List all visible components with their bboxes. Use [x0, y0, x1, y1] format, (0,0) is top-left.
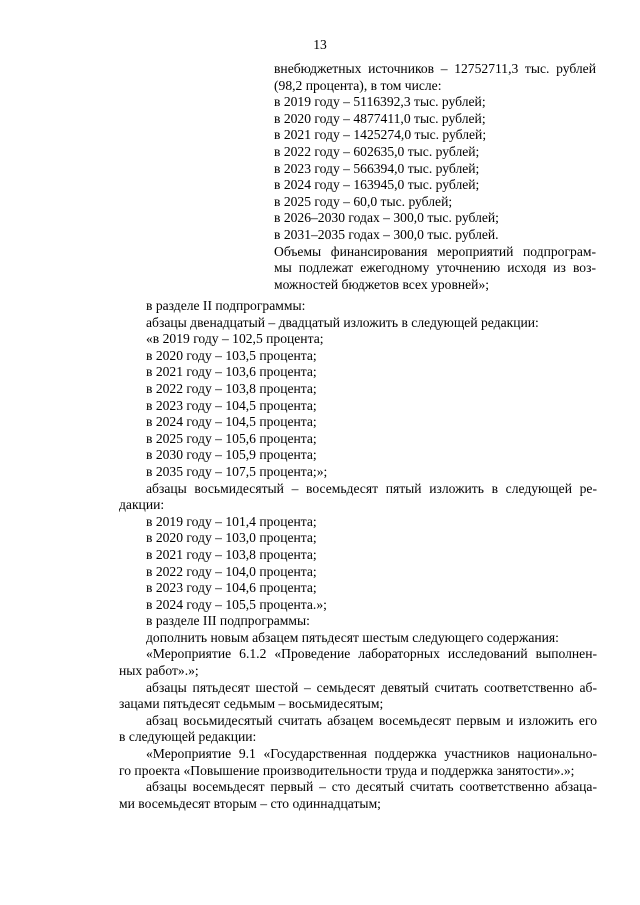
renumber-paragraph-cont: в следующей редакции: — [119, 729, 257, 745]
section2-value: в 2030 году – 105,9 процента; — [146, 447, 317, 463]
section2-value: в 2035 году – 107,5 процента;»; — [146, 463, 328, 479]
measure-612: «Мероприятие 6.1.2 «Проведение лабораторных исследований выполнен- — [146, 646, 597, 662]
section3-add: дополнить новым абзацем пятьдесят шестым следующего содержания: — [146, 629, 559, 645]
section2-value2: в 2024 году – 105,5 процента.»; — [146, 596, 327, 612]
funding-note-line: мы подлежат ежегодному уточнению исходя из воз- — [274, 260, 596, 276]
funding-line: в 2024 году – 163945,0 тыс. рублей; — [274, 177, 480, 193]
section2-value2: в 2023 году – 104,6 процента; — [146, 580, 317, 596]
funding-line: в 2021 году – 1425274,0 тыс. рублей; — [274, 127, 487, 143]
funding-line: в 2023 году – 566394,0 тыс. рублей; — [274, 160, 480, 176]
funding-line: в 2020 году – 4877411,0 тыс. рублей; — [274, 110, 486, 126]
renumber-paragraph: абзацы восемьдесят первый – сто десятый считать соответственно абзаца- — [146, 779, 597, 795]
funding-line: в 2022 году – 602635,0 тыс. рублей; — [274, 143, 480, 159]
funding-line: (98,2 процента), в том числе: — [274, 77, 442, 93]
section2-instruction: абзацы двенадцатый – двадцатый изложить в следующей редакции: — [146, 314, 539, 330]
section2-value: в 2022 году – 103,8 процента; — [146, 380, 317, 396]
funding-line: в 2026–2030 годах – 300,0 тыс. рублей; — [274, 210, 499, 226]
page-number: 13 — [313, 37, 327, 52]
section2-value: в 2025 году – 105,6 процента; — [146, 430, 317, 446]
measure-91-cont: го проекта «Повышение производительности труда и поддержка занятости».»; — [119, 762, 575, 778]
funding-note-line: Объемы финансирования мероприятий подпрограм- — [274, 243, 596, 259]
section2-value2: в 2022 году – 104,0 процента; — [146, 563, 317, 579]
renumber-paragraph: абзац восьмидесятый считать абзацем восемьдесят первым и изложить его — [146, 712, 597, 728]
measure-612-cont: ных работ».»; — [119, 663, 199, 679]
section2-value2: в 2019 году – 101,4 процента; — [146, 513, 317, 529]
section2-instruction2-cont: дакции: — [119, 497, 165, 513]
measure-91: «Мероприятие 9.1 «Государственная поддержка участников национально- — [146, 746, 597, 762]
section2-value2: в 2021 году – 103,8 процента; — [146, 546, 317, 562]
section2-value: в 2020 году – 103,5 процента; — [146, 347, 317, 363]
renumber-paragraph: абзацы пятьдесят шестой – семьдесят девятый считать соответственно аб- — [146, 679, 597, 695]
section2-value: в 2023 году – 104,5 процента; — [146, 397, 317, 413]
funding-line: в 2031–2035 годах – 300,0 тыс. рублей. — [274, 226, 499, 242]
document-body — [119, 298, 597, 812]
section2-intro: в разделе II подпрограммы: — [146, 298, 306, 313]
section2-value: в 2021 году – 103,6 процента; — [146, 364, 317, 380]
funding-note-line: можностей бюджетов всех уровней»; — [274, 276, 490, 292]
funding-block — [274, 61, 596, 293]
renumber-paragraph-cont: зацами пятьдесят седьмым – восьмидесятым; — [119, 696, 384, 712]
funding-line: в 2025 году – 60,0 тыс. рублей; — [274, 193, 453, 209]
funding-line: внебюджетных источников – 12752711,3 тыс. рублей — [274, 61, 596, 76]
section2-value: «в 2019 году – 102,5 процента; — [146, 331, 324, 347]
renumber-paragraph-cont: ми восемьдесят вторым – сто одиннадцатым; — [119, 795, 381, 811]
section2-instruction2: абзацы восьмидесятый – восемьдесят пятый изложить в следующей ре- — [146, 480, 597, 496]
section2-value: в 2024 году – 104,5 процента; — [146, 414, 317, 430]
funding-line: в 2019 году – 5116392,3 тыс. рублей; — [274, 94, 486, 110]
section2-value2: в 2020 году – 103,0 процента; — [146, 530, 317, 546]
section3-intro: в разделе III подпрограммы: — [146, 613, 310, 629]
